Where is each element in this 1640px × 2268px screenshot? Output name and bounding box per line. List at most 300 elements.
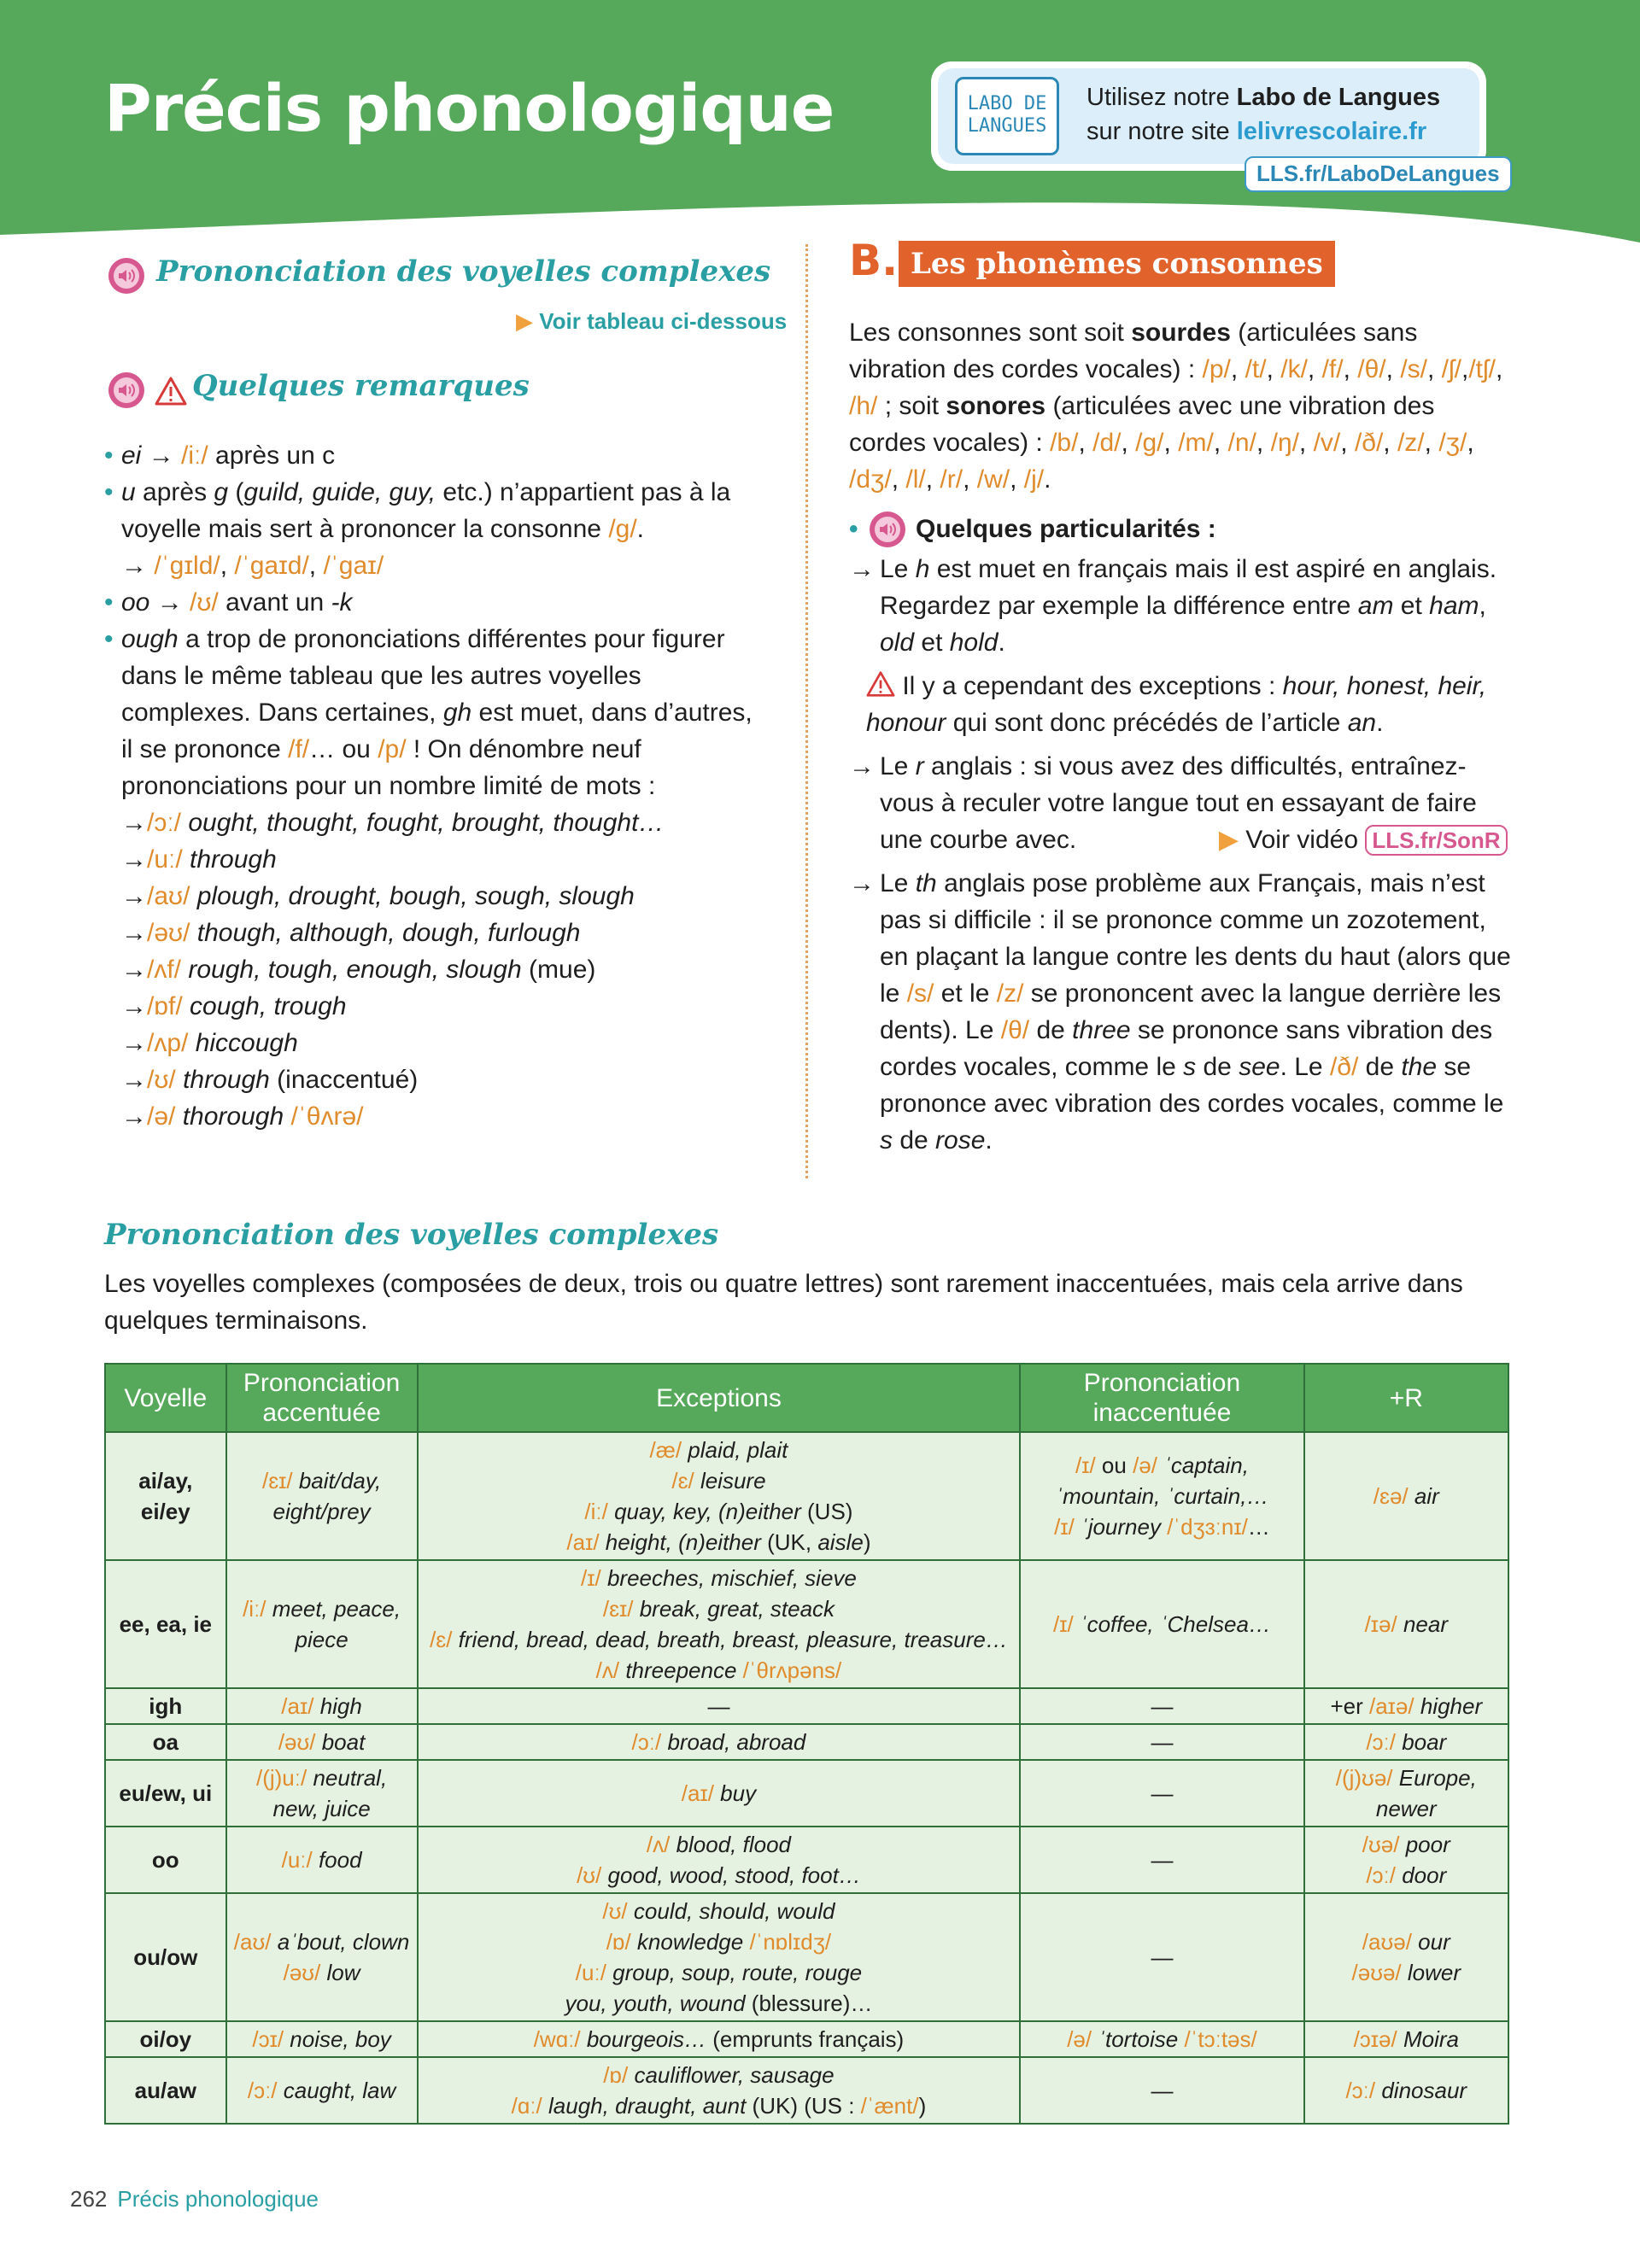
remark-guild-pronunciation (104, 547, 770, 584)
cell-line (424, 1896, 1015, 1926)
text-run: bourgeois… (580, 2026, 707, 2052)
cell-line: oa (152, 1729, 179, 1755)
unaccented-cell (1020, 1724, 1303, 1760)
play-triangle-icon: ▶ (516, 308, 533, 334)
text-run: cauliflower, sausage (628, 2062, 835, 2088)
phoneme: /ɔː/ (247, 2078, 278, 2103)
text-run: → (121, 1066, 147, 1094)
text-run: g (214, 478, 229, 506)
table-row (105, 1760, 1508, 1827)
vowel-cell (105, 2021, 226, 2057)
text-run: ou (1095, 1453, 1133, 1478)
labo-text: Utilisez notre Labo de Langues sur notre site lelivrescolaire.fr (1086, 84, 1441, 145)
text-run: . (636, 515, 645, 543)
phoneme: /θ/ (1357, 355, 1386, 383)
text-run: qui sont donc précédés de l’article (946, 709, 1348, 737)
text-run: est muet en français mais il est aspiré en anglais. Regardez par exemple la différence entre (880, 555, 1497, 620)
text-run: boar (1395, 1729, 1447, 1755)
text-run: rose (935, 1126, 986, 1154)
text-run: ! On dénombre neuf prononciations pour un nombre limité de mots : (121, 735, 656, 800)
unaccented-cell (1020, 1827, 1303, 1893)
text-run: u (121, 478, 136, 506)
text-run: aˈbout, clown (271, 1929, 410, 1955)
page-footer (70, 2186, 319, 2212)
text-run: anglais pose problème aux Français, mais n’est pas si difficile : il se prononce comme un zozotement, en plaçant la langue contre les dents du haut (alors que le (880, 869, 1511, 1008)
text-run: de (1358, 1053, 1402, 1081)
phoneme: /ɛə/ (1373, 1483, 1409, 1509)
phoneme: /aʊ/ (147, 882, 190, 910)
phoneme: /ɛ/ (430, 1627, 453, 1652)
phoneme: /əʊə/ (1351, 1960, 1402, 1985)
table-row (105, 1893, 1508, 2021)
text-run: → (121, 1102, 147, 1131)
phoneme: /ʊ/ (190, 588, 219, 617)
table-row (105, 1827, 1508, 1893)
cell-line (424, 2060, 1015, 2090)
phoneme: /j/ (1023, 465, 1045, 494)
cell-line (1026, 1727, 1297, 1757)
phoneme: /ɒ/ (606, 1929, 631, 1955)
cell-line (424, 1829, 1015, 1860)
video-url-tag[interactable]: LLS.fr/SonR (1365, 825, 1507, 856)
vowel-cell (105, 2057, 226, 2124)
remark-oo (104, 584, 770, 621)
text-run: de (1196, 1053, 1239, 1081)
cell-line (424, 1655, 1015, 1686)
particularities-heading: • Quelques particularités : (849, 508, 1515, 551)
cell-line (1026, 2075, 1297, 2106)
cell-line (424, 2024, 1015, 2055)
exceptions-cell (418, 1893, 1021, 2021)
page-title: Précis phonologique (104, 70, 835, 146)
point-th (849, 865, 1515, 1159)
cell-line (1310, 2075, 1502, 2106)
text-run: sourdes (1131, 319, 1231, 347)
text-run: → (121, 956, 147, 984)
phoneme: /ɔː/ (1366, 1729, 1396, 1755)
exceptions-cell (418, 1724, 1021, 1760)
text-run: , (891, 465, 906, 494)
phoneme: /aʊə/ (1362, 1929, 1412, 1955)
text-run: anglais : si vous avez des difficultés, entraînez-vous à reculer votre langue tout en essayant de faire une courbe avec. (880, 752, 1477, 854)
phoneme: /iː/ (584, 1499, 608, 1524)
cell-line (424, 1624, 1015, 1655)
accented-cell (226, 1560, 418, 1688)
text-run: ough (121, 625, 179, 653)
text-run: group, soup, route, rouge (606, 1960, 863, 1985)
text-run: high (313, 1693, 362, 1719)
column-header: +R (1304, 1364, 1508, 1432)
phoneme: /r/ (940, 465, 964, 494)
text-run: (articulées sans vibration des cordes vocales) : (849, 319, 1418, 383)
text-run: ( (228, 478, 244, 506)
text-run: guild, guide, guy, (243, 478, 436, 506)
ough-item (121, 1061, 770, 1098)
text-run: ham (1429, 592, 1479, 620)
text-run: breeches, mischief, sieve (600, 1565, 857, 1591)
text-run: ) (863, 1529, 871, 1555)
cell-line: ee, ea, ie (119, 1611, 213, 1637)
text-run: , (1078, 429, 1093, 457)
phoneme: /ɪ/ (1053, 1611, 1074, 1637)
cell-line (232, 1465, 412, 1496)
cell-line (1026, 1511, 1297, 1542)
accented-cell (226, 2021, 418, 2057)
text-run: see (1239, 1053, 1280, 1081)
text-run: higher (1414, 1693, 1483, 1719)
text-run: old (880, 628, 915, 657)
phoneme: /ð/ (1329, 1053, 1359, 1081)
text-run: se prononce avec vibration des cordes vocales, comme le (880, 1053, 1504, 1118)
cell-line (424, 1527, 1015, 1558)
text-run: sonores (946, 392, 1046, 420)
cell-line (424, 1926, 1015, 1957)
cell-line: ei/ey (140, 1499, 190, 1524)
text-run: near (1397, 1611, 1448, 1637)
text-run: , (1266, 355, 1281, 383)
cell-line (1310, 1691, 1502, 1721)
cell-line: eu/ew, ui (119, 1780, 213, 1806)
text-run: quay, key, (n)either (607, 1499, 801, 1524)
text-run: , (1213, 429, 1228, 457)
column-header: Voyelle (105, 1364, 226, 1432)
text-run: (emprunts français) (706, 2026, 905, 2052)
text-run: — (707, 1693, 730, 1719)
phoneme: /ʌp/ (147, 1029, 189, 1057)
text-run: good, wood, stood, foot… (601, 1862, 861, 1888)
text-run: → (149, 588, 190, 617)
phoneme: /iː/ (181, 441, 208, 470)
plus-r-cell (1304, 1724, 1508, 1760)
phoneme: /aɪə/ (1368, 1693, 1414, 1719)
cell-line (1026, 1691, 1297, 1721)
unaccented-cell (1020, 1893, 1303, 2021)
text-run: — (1151, 2078, 1174, 2103)
text-run: plough, drought, bough, sough, slough (190, 882, 635, 910)
text-run: through (175, 1066, 270, 1094)
text-run: blood, flood (670, 1832, 792, 1857)
text-run: se prononce sans vibration des cordes vocales, comme le (880, 1016, 1493, 1081)
phoneme: /g/ (1135, 429, 1164, 457)
text-run: etc.) n’appartient pas à la voyelle mais sert à prononcer la consonne (121, 478, 731, 543)
text-run: … ou (309, 735, 378, 763)
exceptions-cell (418, 1760, 1021, 1827)
phoneme: /(j)ʊə/ (1335, 1765, 1393, 1791)
phoneme: /aɪ/ (281, 1693, 314, 1719)
text-run: , (1461, 355, 1469, 383)
phoneme: /ʊ/ (602, 1898, 628, 1924)
column-divider (805, 244, 808, 1178)
text-run: eight/prey (272, 1499, 371, 1524)
text-run: Europe, (1392, 1765, 1477, 1791)
plus-r-cell (1304, 1688, 1508, 1724)
phoneme: /ŋ/ (1270, 429, 1299, 457)
text-run: air (1408, 1483, 1439, 1509)
text-run: food (312, 1847, 362, 1873)
vowel-cell (105, 1760, 226, 1827)
video-label[interactable]: Voir vidéo (1245, 826, 1359, 854)
phoneme: /ʃ/ (1441, 355, 1461, 383)
text-run: et (1393, 592, 1430, 620)
exceptions-cell (418, 2057, 1021, 2124)
plus-r-cell (1304, 1432, 1508, 1560)
text-run: . Le (1280, 1053, 1330, 1081)
ough-item (121, 915, 770, 951)
text-run: threepence (619, 1657, 743, 1683)
phoneme: /s/ (1400, 355, 1427, 383)
text-run: leisure (694, 1468, 766, 1493)
accented-cell (226, 1724, 418, 1760)
text-run: (articulées avec une vibration des cordes vocales) : (849, 392, 1435, 457)
cell-line (232, 1793, 412, 1824)
section-letter: B. (849, 236, 899, 285)
ough-item (121, 951, 770, 988)
cell-line (1026, 1450, 1297, 1481)
text-run: cough, trough (182, 992, 347, 1020)
vowels-table (104, 1363, 1509, 2125)
text-run: hold (949, 628, 999, 657)
phoneme: /z/ (1397, 429, 1425, 457)
plus-r-cell (1304, 1560, 1508, 1688)
text-run: ei (121, 441, 142, 470)
text-run: you, youth, wound (565, 1990, 746, 2016)
text-run: Le (880, 752, 916, 780)
cell-line (1026, 2024, 1297, 2055)
text-run: → (121, 552, 155, 580)
audio-speaker-icon[interactable] (108, 372, 144, 408)
text-run: — (1151, 1693, 1174, 1719)
phoneme: /ˈdʒɜːnɪ/ (1167, 1514, 1248, 1540)
table-body (105, 1432, 1508, 2124)
phoneme: /t/ (1245, 355, 1267, 383)
text-run: (UK) (US : (746, 2093, 861, 2119)
unaccented-cell (1020, 1688, 1303, 1724)
cell-line (232, 1926, 412, 1957)
phoneme: /ɔɪ/ (252, 2026, 284, 2052)
phoneme: /əʊ/ (278, 1729, 316, 1755)
phoneme: /ɑː/ (511, 2093, 542, 2119)
text-run: → (121, 919, 147, 947)
cell-line (1310, 1727, 1502, 1757)
phoneme: /iː/ (243, 1596, 266, 1622)
text-run: aisle (817, 1529, 864, 1555)
unaccented-cell (1020, 1760, 1303, 1827)
text-run: , (220, 552, 235, 580)
labo-logo: LABO DE LANGUES (955, 77, 1059, 155)
text-run: break, great, steack (633, 1596, 835, 1622)
text-run: an (1347, 709, 1377, 737)
text-run: knowledge (630, 1929, 750, 1955)
point-r (849, 748, 1515, 858)
text-run: could, should, would (627, 1898, 835, 1924)
exceptions-cell (418, 1688, 1021, 1724)
text-run: . (985, 1126, 993, 1154)
text-run: thorough (175, 1102, 291, 1131)
unaccented-cell (1020, 1560, 1303, 1688)
text-run: the (1401, 1053, 1438, 1081)
text-run: a trop de prononciations différentes pour figurer dans le même tableau que les autres voyelles complexes. Dans certaines, (121, 625, 725, 727)
audio-speaker-icon[interactable] (108, 258, 144, 294)
text-run: door (1395, 1862, 1447, 1888)
cell-line: oi/oy (139, 2026, 192, 2052)
phoneme: /ɔː/ (1345, 2078, 1376, 2103)
vowel-cell (105, 1688, 226, 1724)
footer-label: Précis phonologique (117, 2186, 319, 2212)
phoneme: /h/ (849, 392, 878, 420)
text-run: friend, bread, dead, breath, breast, pleasure, treasure… (452, 1627, 1008, 1652)
phoneme: /ˈɡɪld/ (154, 552, 220, 580)
text-run: , (925, 465, 940, 494)
text-run: th (915, 869, 937, 897)
text-run: . (1376, 709, 1384, 737)
phoneme: /ɛɪ/ (602, 1596, 634, 1622)
column-header: Prononciation accentuée (226, 1364, 418, 1432)
phoneme: /ɪ/ (1054, 1514, 1075, 1540)
text-run: three (1072, 1016, 1131, 1044)
exceptions-note (849, 668, 1515, 741)
phoneme: /ə/ (1133, 1453, 1157, 1478)
phoneme: /ʊ/ (577, 1862, 602, 1888)
text-run: , (1340, 429, 1355, 457)
accented-cell (226, 1827, 418, 1893)
text-run: poor (1399, 1832, 1450, 1857)
cell-line: au/aw (134, 2078, 196, 2103)
text-run: ˈmountain, ˈcurtain,… (1055, 1483, 1269, 1509)
phoneme: /ɪ/ (1075, 1453, 1096, 1478)
text-run: ought, thought, fought, brought, thought… (181, 809, 665, 837)
text-run: Moira (1397, 2026, 1459, 2052)
text-run: , (1343, 355, 1358, 383)
exceptions-cell (418, 1432, 1021, 1560)
text-run: caught, law (277, 2078, 396, 2103)
text-run: , (1496, 355, 1503, 383)
text-run: bait/day, (292, 1468, 382, 1493)
table-row (105, 1432, 1508, 1560)
ough-item (121, 1025, 770, 1061)
text-run: et (914, 628, 950, 657)
phoneme: /ʊə/ (1362, 1832, 1400, 1857)
cell-line (1310, 1957, 1502, 1988)
cell-line (1026, 1844, 1297, 1875)
text-run: meet, peace, (266, 1596, 401, 1622)
cell-line (424, 1691, 1015, 1721)
text-run: après un c (208, 441, 336, 470)
text-run: through (182, 845, 277, 874)
phoneme: /ˈɡaɪd/ (234, 552, 309, 580)
text-run: ) (918, 2093, 927, 2119)
exceptions-cell (418, 1827, 1021, 1893)
phoneme: /n/ (1227, 429, 1256, 457)
text-run: ˈcoffee, ˈChelsea… (1073, 1611, 1271, 1637)
cell-line (232, 1691, 412, 1721)
phoneme: /p/ (378, 735, 407, 763)
cell-line (424, 1727, 1015, 1757)
phoneme: /f/ (1321, 355, 1344, 383)
phoneme: /ð/ (1354, 429, 1384, 457)
text-run: ˈtortoise (1092, 2026, 1185, 2052)
exceptions-cell (418, 1560, 1021, 1688)
labo-url-tag[interactable]: LLS.fr/LaboDeLangues (1245, 156, 1512, 192)
text-run: , (1163, 429, 1179, 457)
cell-line (1310, 1481, 1502, 1511)
phoneme: /ˈtɔːtəs/ (1184, 2026, 1257, 2052)
text-run: plaid, plait (682, 1437, 788, 1463)
text-run: … (1247, 1514, 1270, 1540)
ough-item (121, 878, 770, 915)
text-run: — (1151, 1780, 1174, 1806)
accented-cell (226, 1688, 418, 1724)
phoneme: /ˈθrʌpəns/ (742, 1657, 842, 1683)
phoneme: /aɪ/ (681, 1780, 714, 1806)
text-run: neutral, (307, 1765, 388, 1791)
text-run: h (915, 555, 930, 583)
text-run: → (141, 441, 182, 470)
phoneme: /(j)uː/ (255, 1765, 308, 1791)
accented-cell (226, 2057, 418, 2124)
phoneme: /ə/ (147, 1102, 176, 1131)
text-run: dinosaur (1375, 2078, 1467, 2103)
text-run: , (1307, 355, 1322, 383)
see-table-link[interactable]: ▶ Voir tableau ci-dessous (516, 308, 788, 334)
table-row (105, 1688, 1508, 1724)
phoneme: /ɪ/ (581, 1565, 601, 1591)
text-run: , (1230, 355, 1245, 383)
plus-r-cell (1304, 1827, 1508, 1893)
phoneme: /ɒ/ (603, 2062, 629, 2088)
cell-line (232, 1957, 412, 1988)
remark-ough (104, 621, 770, 804)
text-run: → (121, 1029, 147, 1057)
accented-cell (226, 1893, 418, 2021)
phoneme: /uː/ (575, 1960, 606, 1985)
text-run: +er (1330, 1693, 1369, 1719)
unaccented-cell (1020, 2021, 1303, 2057)
phoneme: /ʌf/ (147, 956, 182, 984)
cell-line (1310, 1762, 1502, 1793)
table-row (105, 1724, 1508, 1760)
cell-line (424, 1957, 1015, 1988)
text-run: se prononcent avec la langue derrière les dents). Le (880, 979, 1502, 1044)
cell-line (232, 1844, 412, 1875)
vowel-cell (105, 1827, 226, 1893)
text-run: -k (331, 588, 353, 617)
phoneme: /z/ (996, 979, 1024, 1008)
labo-site-link[interactable]: lelivrescolaire.fr (1236, 118, 1427, 145)
table-row (105, 2021, 1508, 2057)
text-run: avant un (218, 588, 331, 617)
table-heading: Prononciation des voyelles complexes (104, 1218, 719, 1252)
text-run: de (893, 1126, 936, 1154)
consonants-text (849, 314, 1515, 1159)
point-h (849, 551, 1515, 661)
cell-line (424, 1860, 1015, 1891)
cell-line (232, 1727, 412, 1757)
text-run: r (915, 752, 924, 780)
audio-speaker-icon[interactable] (870, 511, 905, 547)
text-run: lower (1401, 1960, 1461, 1985)
phoneme: /ɒf/ (147, 992, 183, 1020)
text-run: , (1256, 429, 1271, 457)
text-run: de (1029, 1016, 1073, 1044)
cell-line (1310, 1609, 1502, 1640)
phoneme: /b/ (1050, 429, 1079, 457)
text-run: laugh, draught, aunt (542, 2093, 747, 2119)
text-run: ˈcaptain, (1157, 1453, 1249, 1478)
text-run: Les consonnes sont soit (849, 319, 1132, 347)
phoneme: /ˈθʌrə/ (290, 1102, 364, 1131)
cell-line (424, 1563, 1015, 1593)
text-run: → (121, 845, 147, 874)
